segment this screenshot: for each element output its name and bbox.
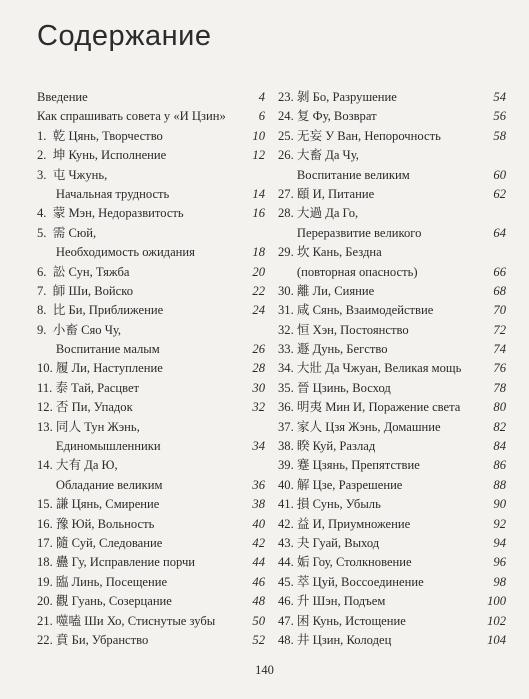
toc-entry xyxy=(37,437,265,456)
toc-entry-title: 33. 遯 Дунь, Бегство xyxy=(278,342,388,357)
toc-entry-page: 14 xyxy=(252,186,265,201)
toc-entry-page: 60 xyxy=(493,167,506,182)
toc-entry xyxy=(278,612,506,631)
toc-entry-page: 92 xyxy=(493,516,506,531)
toc-entry xyxy=(278,301,506,320)
toc-entry xyxy=(37,185,265,204)
toc-entry xyxy=(278,107,506,126)
toc-entry-title: (повторная опасность) xyxy=(278,264,418,279)
toc-entry-title: Переразвитие великого xyxy=(278,225,422,240)
toc-entry-title: Воспитание великим xyxy=(278,167,410,182)
toc-entry xyxy=(278,204,506,223)
toc-entry-title: Обладание великим xyxy=(37,477,163,492)
toc-entry-page: 54 xyxy=(493,90,506,104)
toc-entry-page: 56 xyxy=(493,109,506,124)
toc-entry-page: 36 xyxy=(252,477,265,492)
toc-entry-page: 22 xyxy=(252,283,265,298)
toc-entry xyxy=(37,592,265,611)
toc-entry xyxy=(278,398,506,417)
toc-entry xyxy=(278,224,506,243)
toc-entry-title: 28. 大過 Да Го, xyxy=(278,206,359,221)
toc-entry xyxy=(37,224,265,243)
toc-entry-title: 41. 損 Сунь, Убыль xyxy=(278,497,381,512)
toc-entry-page: 44 xyxy=(252,555,265,570)
toc-entry-title: 27. 頤 И, Питание xyxy=(278,186,375,201)
toc-entry-page: 66 xyxy=(493,264,506,279)
toc-entry-page: 26 xyxy=(252,342,265,357)
toc-entry-title: 45. 萃 Цуй, Воссоединение xyxy=(278,574,424,589)
toc-entry xyxy=(37,495,265,514)
page-title: Содержание xyxy=(37,20,212,52)
toc-entry xyxy=(278,418,506,437)
toc-entry xyxy=(37,243,265,262)
toc-entry xyxy=(37,204,265,223)
toc-entry-title: 23. 剝 Бо, Разрушение xyxy=(278,90,397,104)
toc-entry xyxy=(278,573,506,592)
toc-entry-title: Как спрашивать совета у «И Цзин» xyxy=(37,109,226,124)
toc-entry xyxy=(278,146,506,165)
toc-entry xyxy=(37,534,265,553)
toc-entry xyxy=(37,398,265,417)
toc-entry-title: 3. 屯 Чжунь, xyxy=(37,167,108,182)
toc-entry-title: 40. 解 Цзе, Разрешение xyxy=(278,477,403,492)
toc-entry xyxy=(37,127,265,146)
toc-entry-page: 90 xyxy=(493,497,506,512)
toc-entry-title: 29. 坎 Кань, Бездна xyxy=(278,245,382,260)
toc-entry-title: 25. 无妄 У Ван, Непорочность xyxy=(278,128,441,143)
toc-entry-title: 24. 复 Фу, Возврат xyxy=(278,109,377,124)
toc-entry xyxy=(278,515,506,534)
toc-right-column xyxy=(278,88,506,650)
toc-entry-title: Введение xyxy=(37,90,88,104)
toc-entry-title: Начальная трудность xyxy=(37,186,170,201)
toc-entry xyxy=(37,340,265,359)
toc-entry-page: 28 xyxy=(252,361,265,376)
toc-entry-title: 30. 離 Ли, Сияние xyxy=(278,283,375,298)
toc-left-column xyxy=(37,88,265,650)
toc-entry xyxy=(37,379,265,398)
toc-entry-page: 32 xyxy=(252,400,265,415)
toc-entry-page: 70 xyxy=(493,303,506,318)
toc-entry-page: 24 xyxy=(252,303,265,318)
toc-entry xyxy=(278,456,506,475)
toc-entry-page: 94 xyxy=(493,535,506,550)
toc-entry xyxy=(278,379,506,398)
toc-entry-title: 16. 豫 Юй, Вольность xyxy=(37,516,155,531)
toc-entry xyxy=(278,243,506,262)
toc-entry xyxy=(278,88,506,107)
toc-entry-title: 6. 訟 Сун, Тяжба xyxy=(37,264,130,279)
toc-entry xyxy=(37,166,265,185)
toc-entry-page: 50 xyxy=(252,613,265,628)
toc-entry-page: 48 xyxy=(252,594,265,609)
toc-entry-title: 14. 大有 Да Ю, xyxy=(37,458,118,473)
toc-entry-page: 12 xyxy=(252,148,265,163)
toc-entry-title: 17. 隨 Суй, Следование xyxy=(37,535,163,550)
toc-entry-page: 20 xyxy=(252,264,265,279)
toc-entry-page: 10 xyxy=(252,128,265,143)
toc-entry xyxy=(37,263,265,282)
toc-entry-page: 86 xyxy=(493,458,506,473)
toc-entry-page: 64 xyxy=(493,225,506,240)
toc-entry-title: 8. 比 Би, Приближение xyxy=(37,303,164,318)
toc-entry xyxy=(278,185,506,204)
toc-entry-title: 18. 蠱 Гу, Исправление порчи xyxy=(37,555,196,570)
toc-entry xyxy=(278,127,506,146)
toc-entry-page: 98 xyxy=(493,574,506,589)
toc-entry-page: 6 xyxy=(258,109,265,124)
toc-entry xyxy=(37,282,265,301)
toc-entry-page: 58 xyxy=(493,128,506,143)
toc-entry-title: 1. 乾 Цянь, Творчество xyxy=(37,128,163,143)
toc-entry xyxy=(37,612,265,631)
toc-entry-title: 37. 家人 Цзя Жэнь, Домашние xyxy=(278,419,441,434)
toc-entry-title: 42. 益 И, Приумножение xyxy=(278,516,411,531)
toc-entry-title: 5. 需 Сюй, xyxy=(37,225,97,240)
toc-entry-title: 38. 睽 Куй, Разлад xyxy=(278,439,376,454)
toc-entry-page: 84 xyxy=(493,439,506,454)
toc-entry xyxy=(278,534,506,553)
page-number: 140 xyxy=(255,663,274,677)
toc-entry xyxy=(37,301,265,320)
toc-entry xyxy=(37,553,265,572)
toc-entry-page: 40 xyxy=(252,516,265,531)
toc-entry-title: 19. 臨 Линь, Посещение xyxy=(37,574,168,589)
toc-entry xyxy=(278,321,506,340)
toc-entry-page: 104 xyxy=(487,632,506,647)
toc-entry-title: Необходимость ожидания xyxy=(37,245,195,260)
toc-entry-title: 13. 同人 Тун Жэнь, xyxy=(37,419,140,434)
toc-entry-title: 46. 升 Шэн, Подъем xyxy=(278,594,386,609)
toc-entry xyxy=(278,631,506,650)
toc-entry-title: 21. 噬嗑 Ши Хо, Стиснутые зубы xyxy=(37,613,216,628)
toc-entry-title: 12. 否 Пи, Упадок xyxy=(37,400,133,415)
toc-entry-page: 74 xyxy=(493,342,506,357)
toc-entry-title: Единомышленники xyxy=(37,439,161,454)
toc-entry-title: 15. 謙 Цянь, Смирение xyxy=(37,497,160,512)
toc-entry-title: 47. 困 Кунь, Истощение xyxy=(278,613,406,628)
toc-entry-page: 62 xyxy=(493,186,506,201)
toc-entry-title: 22. 賁 Би, Убранство xyxy=(37,632,149,647)
toc-entry-page: 82 xyxy=(493,419,506,434)
toc-entry xyxy=(37,418,265,437)
toc-entry xyxy=(278,282,506,301)
toc-entry-page: 76 xyxy=(493,361,506,376)
toc-entry xyxy=(37,321,265,340)
toc-entry-page: 46 xyxy=(252,574,265,589)
toc-entry xyxy=(37,515,265,534)
toc-entry-page: 68 xyxy=(493,283,506,298)
toc-entry-title: 36. 明夷 Мин И, Поражение света xyxy=(278,400,461,415)
toc-entry xyxy=(37,146,265,165)
toc-entry xyxy=(278,495,506,514)
toc-entry xyxy=(278,553,506,572)
toc-entry-page: 34 xyxy=(252,439,265,454)
toc-entry xyxy=(278,437,506,456)
toc-entry-page: 100 xyxy=(487,594,506,609)
toc-entry-page: 72 xyxy=(493,322,506,337)
toc-entry-title: 44. 姤 Гоу, Столкновение xyxy=(278,555,412,570)
toc-entry-title: 43. 夬 Гуай, Выход xyxy=(278,535,380,550)
toc-entry xyxy=(37,573,265,592)
toc-entry-page: 78 xyxy=(493,380,506,395)
toc-entry xyxy=(37,476,265,495)
toc-entry-page: 102 xyxy=(487,613,506,628)
toc-entry xyxy=(278,263,506,282)
toc-entry xyxy=(278,592,506,611)
toc-entry-title: 39. 蹇 Цзянь, Препятствие xyxy=(278,458,420,473)
toc-entry-page: 42 xyxy=(252,535,265,550)
toc-entry-page: 4 xyxy=(258,90,265,104)
toc-entry-title: 26. 大畜 Да Чу, xyxy=(278,148,359,163)
toc-entry xyxy=(278,166,506,185)
toc-entry-page: 16 xyxy=(252,206,265,221)
toc-entry-page: 38 xyxy=(252,497,265,512)
toc-entry xyxy=(37,359,265,378)
toc-entry-title: 4. 蒙 Мэн, Недоразвитость xyxy=(37,206,184,221)
toc-entry xyxy=(37,88,265,107)
toc-entry-title: 10. 履 Ли, Наступление xyxy=(37,361,163,376)
toc-entry-page: 18 xyxy=(252,245,265,260)
toc-entry xyxy=(278,476,506,495)
toc-entry-page: 80 xyxy=(493,400,506,415)
toc-entry-title: 35. 晉 Цзинь, Восход xyxy=(278,380,391,395)
toc-entry-title: 9. 小畜 Сяо Чу, xyxy=(37,322,122,337)
toc-entry-title: 7. 師 Ши, Войско xyxy=(37,283,134,298)
toc-entry xyxy=(278,340,506,359)
toc-entry xyxy=(37,631,265,650)
toc-entry xyxy=(278,359,506,378)
toc-entry-page: 30 xyxy=(252,380,265,395)
toc-entry-title: 48. 井 Цзин, Колодец xyxy=(278,632,392,647)
toc-entry-title: 20. 觀 Гуань, Созерцание xyxy=(37,594,172,609)
toc-entry-page: 88 xyxy=(493,477,506,492)
toc-entry-title: Воспитание малым xyxy=(37,342,160,357)
toc-entry-title: 2. 坤 Кунь, Исполнение xyxy=(37,148,167,163)
toc-entry xyxy=(37,107,265,126)
toc-entry-page: 52 xyxy=(252,632,265,647)
toc-entry-title: 11. 泰 Тай, Расцвет xyxy=(37,380,140,395)
toc-entry-title: 32. 恒 Хэн, Постоянство xyxy=(278,322,409,337)
toc-entry-page: 96 xyxy=(493,555,506,570)
toc-entry-title: 34. 大壯 Да Чжуан, Великая мощь xyxy=(278,361,462,376)
toc-entry xyxy=(37,456,265,475)
toc-entry-title: 31. 咸 Сянь, Взаимодействие xyxy=(278,303,434,318)
